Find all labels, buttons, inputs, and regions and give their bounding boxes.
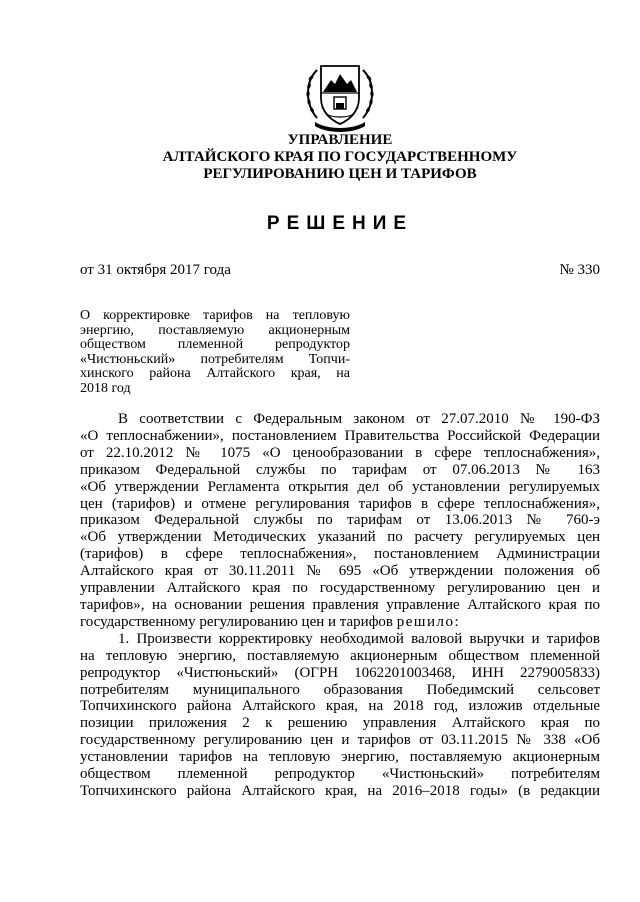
clause-1-line: Топчихинского района Алтайского края, на 2016–2018 годы» (в редакции [80,782,600,799]
clause-1-line: позиции приложения 2 к решению управления Алтайского края по [80,715,600,732]
body-line-last [80,614,600,631]
clause-1-line: репродуктор «Чистюньский» (ОГРН 1062201003468, ИНН 2279005833) [80,664,600,681]
clause-1-line: установлении тарифов на тепловую энергию, поставляемую акционерным [80,749,600,766]
coat-of-arms-icon [301,56,379,136]
subject-line: энергию, поставляемую акционерным [80,322,350,338]
coat-of-arms-emblem [301,56,379,136]
body-line: приказом Федеральной службы по тарифам от 07.06.2013 № 163 [80,461,600,478]
resolved-word: решило: [396,613,461,630]
body-line: цен (тарифов) и отмене регулирования тарифов в сфере теплоснабжения», [80,495,600,512]
authority-header [80,132,600,183]
date-line [80,261,600,279]
subject-line: «Чистюньский» потребителям Топчи- [80,351,350,367]
clause-1-line: обществом племенной репродуктор «Чистюньский» потребителям [80,766,600,783]
subject-line: 2018 год [80,380,131,396]
clause-1-line: Топчихинского района Алтайского края, на 2018 год, изложив отдельные [80,698,600,715]
header-line-2: АЛТАЙСКОГО КРАЯ ПО ГОСУДАРСТВЕННОМУ [162,149,518,165]
document-body [80,411,600,800]
body-line: «Об утверждении Регламента открытия дел об установлении регулируемых [80,478,600,495]
body-line: (тарифов) в сфере теплоснабжения», постановлением Администрации [80,546,600,563]
body-line: приказом Федеральной службы по тарифам от 13.06.2013 № 760-э [80,512,600,529]
document-title: РЕШЕНИЕ [266,213,414,234]
header-line-3: РЕГУЛИРОВАНИЮ ЦЕН И ТАРИФОВ [203,166,477,182]
subject-line: О корректировке тарифов на тепловую [80,308,350,323]
clause-1-line: на тепловую энергию, поставляемую акционерным обществом племенной [80,647,600,664]
clause-1-line: государственному регулированию цен и тарифов от 03.11.2015 № 338 «Об [80,732,600,749]
body-line-text: государственному регулированию цен и тарифов [80,613,394,630]
header-line-1: УПРАВЛЕНИЕ [287,132,393,148]
body-line: В соответствии с Федеральным законом от 27.07.2010 № 190-ФЗ [118,411,600,427]
document-number: № 330 [559,262,600,278]
body-line: Алтайского края от 30.11.2011 № 695 «Об утверждении положения об [80,563,600,580]
body-line: управлении Алтайского края по государственному регулированию цен и [80,580,600,597]
body-line: от 22.10.2012 № 1075 «О ценообразовании в сфере теплоснабжения», [80,444,600,461]
body-line: тарифов», на основании решения правления управление Алтайского края по [80,596,600,613]
document-date: от 31 октября 2017 года [80,262,231,278]
body-line: «О теплоснабжении», постановлением Правительства Российской Федерации [80,427,600,444]
clause-1-line: потребителям муниципального образования Победимский сельсовет [80,681,600,698]
subject-line: обществом племенной репродуктор [80,337,350,353]
subject-block [80,309,350,397]
body-line: «Об утверждении Методических указаний по расчету регулируемых цен [80,529,600,546]
clause-1-line: 1. Произвести корректировку необходимой валовой выручки и тарифов [118,630,600,647]
subject-line: хинского района Алтайского края, на [80,366,350,382]
